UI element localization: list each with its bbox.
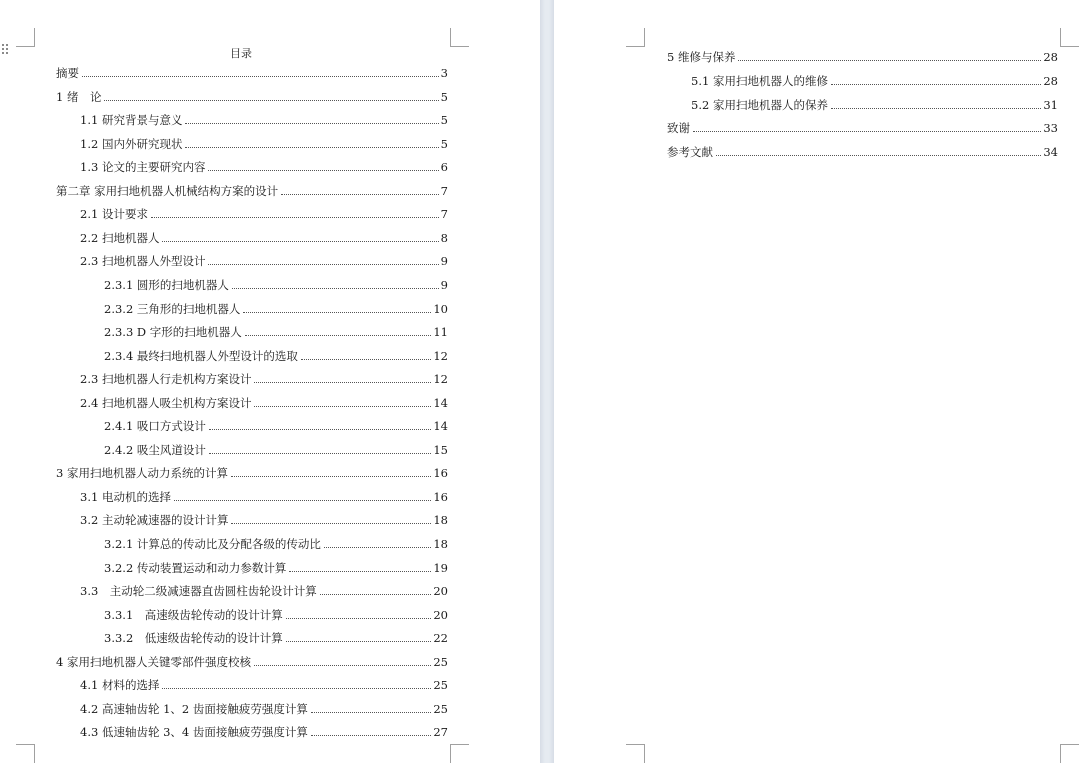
toc-entry-title: 4.3 低速轴齿轮 3、4 齿面接触疲劳强度计算: [80, 725, 308, 740]
crop-mark-bottom-left: [16, 744, 35, 763]
crop-mark-top-left: [626, 28, 645, 47]
toc-dot-leader: [208, 264, 438, 265]
toc-entry[interactable]: [104, 347, 448, 363]
toc-page-number: 7: [440, 183, 448, 198]
toc-page-number: 9: [440, 254, 448, 269]
toc-page-number: 34: [1043, 145, 1058, 160]
toc-entry-title: 3.2.1 计算总的传动比及分配各级的传动比: [104, 537, 321, 551]
toc-page-number: 11: [433, 325, 448, 340]
toc-dot-leader: [320, 594, 432, 595]
toc-entry-title: 2.3.1 圆形的扫地机器人: [104, 277, 229, 292]
toc-entry-title: 3 家用扫地机器人动力系统的计算: [56, 466, 228, 481]
toc-page-number: 10: [433, 301, 448, 316]
toc-page-number: 33: [1043, 121, 1058, 136]
toc-page-number: 9: [440, 277, 448, 292]
toc-entry[interactable]: [80, 135, 448, 151]
toc-page-number: 7: [440, 207, 448, 222]
toc-entry[interactable]: [56, 653, 448, 669]
toc-entry-title: 5.1 家用扫地机器人的维修: [691, 73, 828, 88]
toc-dot-leader: [185, 147, 438, 148]
toc-entry[interactable]: [691, 96, 1058, 112]
toc-dot-leader: [185, 123, 438, 124]
toc-entry[interactable]: [667, 48, 1058, 64]
document-page-2: [554, 0, 1092, 763]
toc-entry-title: 3.2.2 传动装置运动和动力参数计算: [104, 560, 287, 575]
toc-dot-leader: [208, 170, 438, 171]
toc-dot-leader: [232, 288, 439, 289]
toc-entry[interactable]: [56, 182, 448, 198]
toc-page-number: 12: [433, 348, 448, 363]
toc-dot-leader: [716, 155, 1041, 156]
toc-entry-title: 1 绪 论: [56, 89, 102, 104]
toc-entry-title: 参考文献: [667, 145, 713, 160]
toc-entry[interactable]: [691, 72, 1058, 88]
toc-dot-leader: [254, 382, 431, 383]
toc-entry[interactable]: [104, 606, 448, 622]
toc-dot-leader: [738, 60, 1041, 61]
toc-entry[interactable]: [80, 511, 448, 527]
toc-entry[interactable]: [80, 370, 448, 386]
toc-page-number: 31: [1043, 97, 1058, 112]
toc-entry[interactable]: [80, 205, 448, 221]
toc-dot-leader: [324, 547, 431, 548]
toc-entry[interactable]: [80, 229, 448, 245]
toc-dot-leader: [231, 523, 431, 524]
toc-page-number: 22: [433, 631, 448, 646]
toc-dot-leader: [209, 429, 431, 430]
toc-page-number: 28: [1043, 73, 1058, 88]
toc-page-number: 14: [433, 395, 448, 410]
toc-page-number: 19: [433, 560, 448, 575]
crop-mark-top-left: [16, 28, 35, 47]
toc-entry-title: 摘要: [56, 66, 79, 80]
toc-dot-leader: [301, 359, 431, 360]
toc-entry-title: 5.2 家用扫地机器人的保养: [691, 97, 828, 112]
toc-entry-title: 2.4 扫地机器人吸尘机构方案设计: [80, 395, 252, 410]
toc-page-number: 25: [433, 654, 448, 669]
toc-entry[interactable]: [80, 700, 448, 716]
crop-mark-top-right: [1060, 28, 1079, 47]
toc-dot-leader: [209, 453, 431, 454]
toc-entry[interactable]: [104, 441, 448, 457]
toc-entry[interactable]: [80, 723, 448, 739]
crop-mark-bottom-right: [1060, 744, 1079, 763]
toc-entry-title: 2.3 扫地机器人行走机构方案设计: [80, 372, 252, 387]
toc-page-number: 5: [440, 113, 448, 128]
toc-page-number: 5: [440, 89, 448, 104]
toc-dot-leader: [162, 688, 431, 689]
toc-entry-title: 第二章 家用扫地机器人机械结构方案的设计: [56, 183, 279, 198]
toc-dot-leader: [831, 84, 1041, 85]
toc-entry-title: 1.3 论文的主要研究内容: [80, 160, 206, 175]
toc-dot-leader: [311, 712, 431, 713]
toc-dot-leader: [831, 108, 1041, 109]
document-page-1: [0, 0, 540, 763]
toc-entry-title: 5 维修与保养: [667, 50, 736, 64]
toc-entry[interactable]: [80, 582, 448, 598]
toc-entry-title: 致谢: [667, 121, 690, 136]
toc-page-number: 6: [440, 160, 448, 175]
toc-title: 目录: [230, 47, 252, 60]
toc-entry[interactable]: [80, 111, 448, 127]
toc-page-number: 14: [433, 419, 448, 434]
toc-dot-leader: [82, 76, 439, 77]
toc-dot-leader: [289, 571, 431, 572]
toc-dot-leader: [254, 406, 431, 407]
toc-entry-title: 2.2 扫地机器人: [80, 230, 160, 245]
toc-page-number: 15: [433, 442, 448, 457]
toc-dot-leader: [174, 500, 431, 501]
toc-entry[interactable]: [104, 323, 448, 339]
toc-entry-title: 3.3.1 高速级齿轮传动的设计计算: [104, 607, 283, 622]
toc-entry-title: 2.3.3 D 字形的扫地机器人: [104, 325, 242, 340]
toc-entry-title: 2.3.4 最终扫地机器人外型设计的选取: [104, 348, 298, 363]
toc-dot-leader: [254, 665, 431, 666]
table-move-handle-icon[interactable]: [2, 44, 10, 56]
toc-page-number: 16: [433, 489, 448, 504]
toc-page-number: 18: [433, 513, 448, 528]
crop-mark-top-right: [450, 28, 469, 47]
toc-entry[interactable]: [80, 488, 448, 504]
toc-dot-leader: [286, 641, 432, 642]
toc-entry[interactable]: [56, 64, 448, 80]
toc-entry-title: 2.3 扫地机器人外型设计: [80, 254, 206, 269]
toc-page-number: 8: [440, 230, 448, 245]
toc-dot-leader: [281, 194, 439, 195]
toc-entry-title: 3.1 电动机的选择: [80, 489, 171, 504]
toc-page-number: 27: [433, 725, 448, 740]
toc-dot-leader: [162, 241, 438, 242]
toc-entry[interactable]: [667, 143, 1058, 159]
toc-entry[interactable]: [80, 252, 448, 268]
toc-entry-title: 4.2 高速轴齿轮 1、2 齿面接触疲劳强度计算: [80, 701, 308, 716]
toc-dot-leader: [693, 131, 1041, 132]
toc-page-number: 5: [440, 136, 448, 151]
toc-entry-title: 4.1 材料的选择: [80, 678, 160, 693]
toc-page-number: 3: [440, 66, 448, 80]
toc-page-number: 25: [433, 701, 448, 716]
toc-entry-title: 2.3.2 三角形的扫地机器人: [104, 301, 241, 316]
toc-entry-title: 3.3.2 低速级齿轮传动的设计计算: [104, 631, 283, 646]
toc-entry-title: 2.4.1 吸口方式设计: [104, 419, 206, 434]
toc-dot-leader: [245, 335, 432, 336]
toc-entry[interactable]: [80, 676, 448, 692]
toc-entry[interactable]: [104, 417, 448, 433]
toc-entry[interactable]: [104, 276, 448, 292]
toc-dot-leader: [286, 618, 432, 619]
toc-entry[interactable]: [56, 464, 448, 480]
toc-entry[interactable]: [667, 119, 1058, 135]
crop-mark-bottom-right: [450, 744, 469, 763]
toc-entry[interactable]: [104, 559, 448, 575]
toc-dot-leader: [231, 476, 431, 477]
toc-page-number: 20: [433, 607, 448, 622]
toc-entry-title: 3.3 主动轮二级减速器直齿圆柱齿轮设计计算: [80, 584, 317, 599]
toc-entry[interactable]: [104, 535, 448, 551]
toc-page-number: 20: [433, 584, 448, 599]
toc-entry-title: 1.2 国内外研究现状: [80, 136, 183, 151]
toc-page-number: 12: [433, 372, 448, 387]
toc-dot-leader: [151, 217, 439, 218]
toc-page-number: 25: [433, 678, 448, 693]
toc-entry[interactable]: [104, 629, 448, 645]
toc-entry[interactable]: [104, 300, 448, 316]
toc-entry-title: 4 家用扫地机器人关键零部件强度校核: [56, 654, 251, 669]
toc-entry-title: 2.4.2 吸尘风道设计: [104, 442, 206, 457]
toc-entry[interactable]: [80, 394, 448, 410]
toc-entry[interactable]: [56, 88, 448, 104]
toc-entry-title: 2.1 设计要求: [80, 207, 148, 222]
toc-dot-leader: [311, 735, 431, 736]
page-gap: [540, 0, 554, 763]
crop-mark-bottom-left: [626, 744, 645, 763]
toc-entry-title: 1.1 研究背景与意义: [80, 113, 183, 128]
toc-page-number: 16: [433, 466, 448, 481]
toc-page-number: 28: [1043, 50, 1058, 64]
toc-dot-leader: [104, 100, 438, 101]
toc-dot-leader: [243, 312, 431, 313]
toc-entry-title: 3.2 主动轮减速器的设计计算: [80, 513, 229, 528]
toc-entry[interactable]: [80, 158, 448, 174]
toc-page-number: 18: [433, 537, 448, 551]
